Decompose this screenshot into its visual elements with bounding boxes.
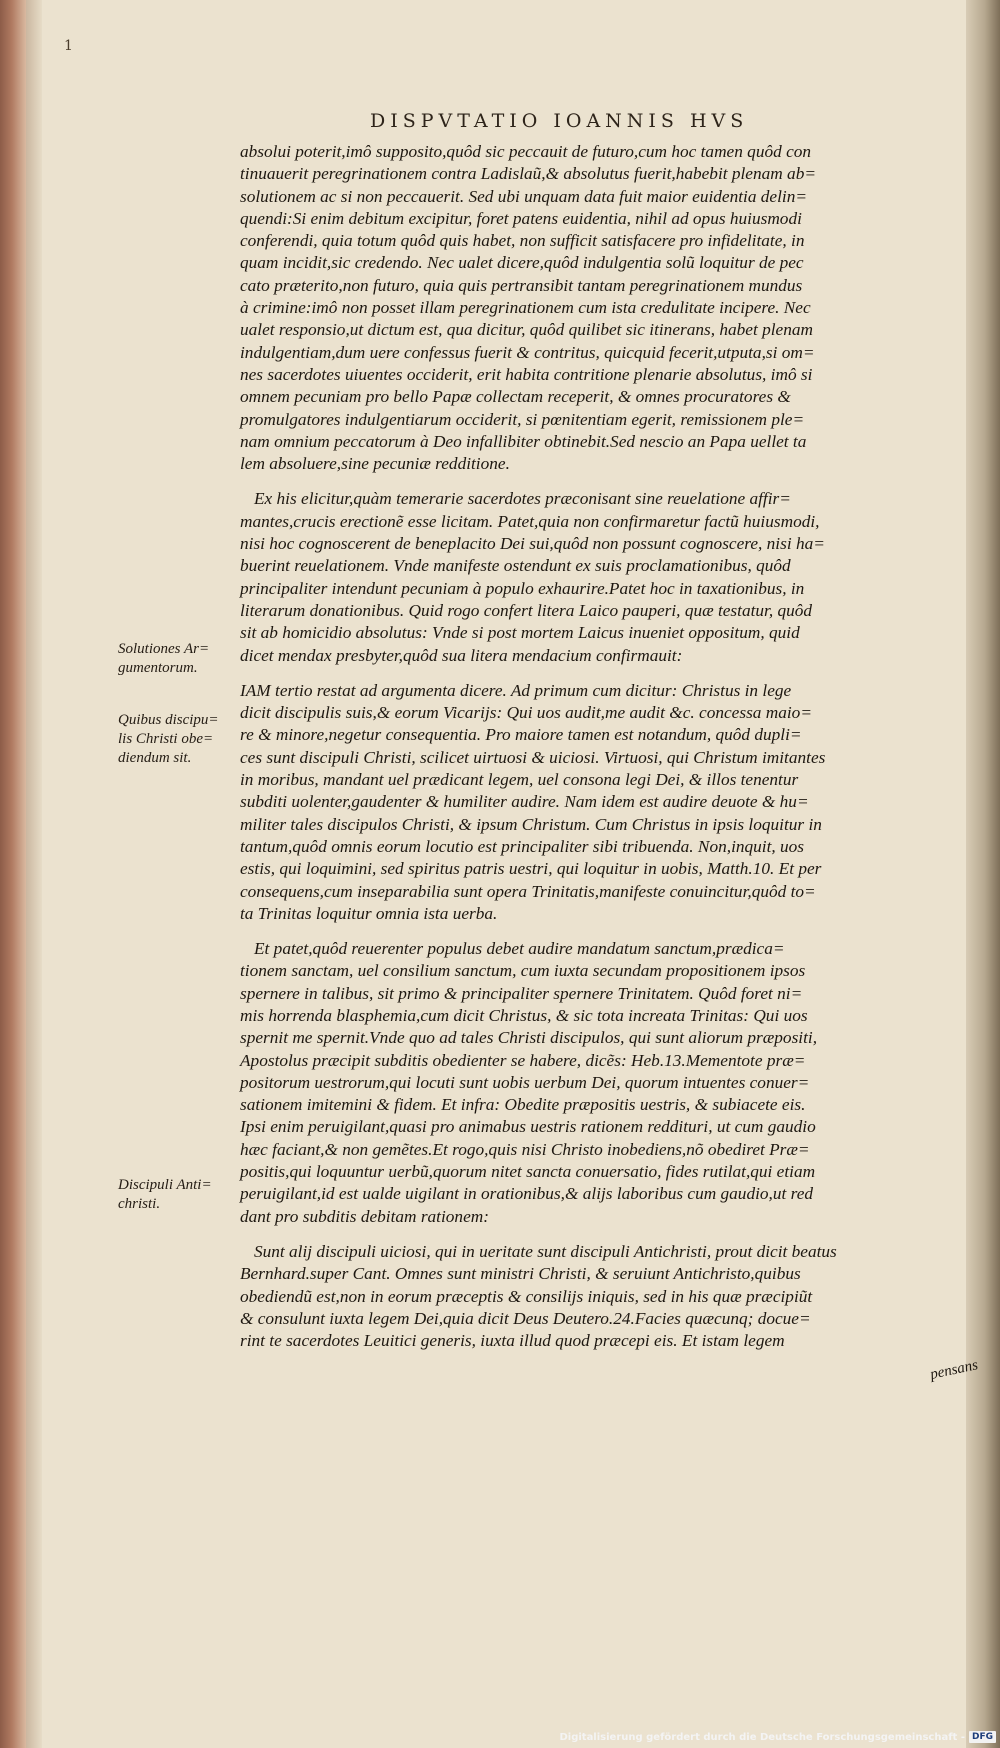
text-line: spernere in talibus, sit primo & principaliter spernere Trinitatem. Quôd foret ni= (240, 983, 803, 1003)
page-edge (26, 0, 42, 1748)
text-line: mis horrenda blasphemia,cum dicit Christus, & sic tota increata Trinitas: Qui uos (240, 1005, 808, 1025)
text-line: spernit me spernit.Vnde quo ad tales Christi discipulos, qui sunt aliorum præpositi, (240, 1028, 818, 1048)
text-line: Sunt alij discipuli uiciosi, qui in ueritate sunt discipuli Antichristi, prout dicit beatus (254, 1241, 837, 1261)
text-line: ces sunt discipuli Christi, scilicet uirtuosi & uiciosi. Virtuosi, qui Christum imitantes (240, 747, 826, 767)
page-gutter-shadow (966, 0, 1000, 1748)
text-line: absolui poterit,imô supposito,quôd sic peccauit de futuro,cum hoc tamen quôd con (240, 142, 812, 161)
text-line: promulgatores indulgentiarum occiderit, si pœnitentiam egerit, remissionem ple= (240, 409, 805, 429)
text-line: peruigilant,id est ualde uigilant in orationibus,& alijs laboribus cum gaudio,ut red (240, 1184, 814, 1204)
text-line: cato præterito,non futuro, quia quis pertransibit tantam peregrinationem mundus (240, 275, 803, 295)
margin-note-line: Quibus discipu= (118, 712, 219, 728)
text-line: Ipsi enim peruigilant,quasi pro animabus uestris rationem reddituri, ut cum gaudio (240, 1117, 816, 1137)
margin-note-line: diendum sit. (118, 750, 192, 766)
text-line: Bernhard.super Cant. Omnes sunt ministri Christi, & seruiunt Antichristo,quibus (240, 1264, 801, 1284)
text-line: rint te sacerdotes Leuitici generis, iuxta illud quod præcepi eis. Et istam legem (240, 1331, 785, 1351)
paragraph-gap (240, 925, 968, 938)
text-line: nes sacerdotes uiuentes occiderit, erit habita contritione plenarie absolutus, imô si (240, 364, 813, 384)
text-line: omnem pecuniam pro bello Papæ collectam receperit, & omnes procuratores & (240, 387, 791, 407)
margin-note-discipuli (118, 1176, 228, 1214)
text-line: & consulunt iuxta legem Dei,quia dicit Deus Deutero.24.Facies quæcunq; docue= (240, 1308, 811, 1328)
catchword: pensans (928, 1357, 980, 1383)
text-line: ta Trinitas loquitur omnia ista uerba. (240, 903, 498, 923)
text-line: Apostolus præcipit subditis obedienter se habere, dicẽs: Heb.13.Mementote præ= (240, 1050, 806, 1070)
text-line: tionem sanctam, uel consilium sanctum, cum iuxta secundam propositionem ipsos (240, 961, 806, 981)
page-mark: 1 (64, 38, 73, 54)
text-line: subditi uolenter,gaudenter & humiliter audire. Nam idem est audire deuote & hu= (240, 792, 809, 812)
margin-note-line: Solutiones Ar= (118, 641, 210, 657)
text-line: sit ab homicidio absolutus: Vnde si post mortem Laicus inueniet oppositum, quid (240, 623, 800, 643)
text-line: tinuauerit peregrinationem contra Ladislaũ,& absolutus fuerit,habebit plenam ab= (240, 164, 817, 184)
text-line: militer tales discipulos Christi, & ipsum Christum. Cum Christus in ipsis loquitur in (240, 814, 822, 834)
text-line: buerint reuelationem. Vnde manifeste ostendunt ex suis proclamationibus, quôd (240, 556, 791, 576)
text-line: dicit discipulis suis,& eorum Vicarijs: Qui uos audit,me audit &c. concessa maio= (240, 703, 812, 723)
text-line: re & minore,negetur consequentia. Pro maiore tamen est notandum, quôd dupli= (240, 725, 802, 745)
text-line: consequens,cum inseparabilia sunt opera Trinitatis,manifeste conuincitur,quôd to= (240, 881, 816, 901)
text-line: conferendi, quia totum quôd quis habet, non sufficit satisfacere pro infidelitate, in (240, 231, 805, 251)
margin-note-line: Discipuli Anti= (118, 1177, 212, 1193)
footer-text: Digitalisierung gefördert durch die Deutsche Forschungsgemeinschaft - (559, 1731, 965, 1743)
text-line: sationem imitemini & fidem. Et infra: Obedite præpositis uestris, & subiacete eis. (240, 1095, 806, 1115)
text-line: nam omnium peccatorum à Deo infallibiter obtinebit.Sed nescio an Papa uellet ta (240, 431, 807, 451)
paragraph-gap (240, 1228, 968, 1241)
text-line: solutionem ac si non peccauerit. Sed ubi unquam data fuit maior euidentia delin= (240, 186, 807, 206)
dfg-logo-icon: DFG (969, 1731, 996, 1743)
text-line: quendi:Si enim debitum excipitur, foret patens euidentia, nihil ad opus huiusmodi (240, 208, 802, 228)
text-line: positis,qui loquuntur uerbũ,quorum nitet sancta conuersatio, fides rutilat,qui etiam (240, 1162, 816, 1182)
running-head: DISPVTATIO IOANNIS HVS (370, 110, 749, 132)
text-line: nisi hoc cognoscerent de beneplacito Dei sui,quôd non possunt cognoscere, nisi ha= (240, 534, 825, 554)
text-line: Ex his elicitur,quàm temerarie sacerdotes præconisant sine reuelatione affir= (254, 489, 791, 509)
text-line: dicet mendax presbyter,quôd sua litera mendacium confirmauit: (240, 645, 683, 665)
body-text (240, 141, 968, 1352)
text-line: obediendũ est,non in eorum præceptis & consilijs iniquis, sed in his quæ præcipiũt (240, 1286, 813, 1306)
text-line: lem absoluere,sine pecuniæ redditione. (240, 454, 510, 474)
text-line: principaliter intendunt pecuniam à populo exhaurire.Patet hoc in taxationibus, in (240, 578, 805, 598)
text-line: dant pro subditis debitam rationem: (240, 1206, 489, 1226)
text-line: IAM tertio restat ad argumenta dicere. Ad primum cum dicitur: Christus in lege (240, 680, 792, 700)
paragraph-gap (240, 667, 968, 680)
paragraph-gap (240, 475, 968, 488)
margin-note-line: gumentorum. (118, 660, 198, 676)
margin-note-line: christi. (118, 1196, 161, 1212)
text-line: Et patet,quôd reuerenter populus debet audire mandatum sanctum,prædica= (254, 939, 785, 959)
digitization-footer (559, 1728, 996, 1746)
text-line: in moribus, mandant uel prædicant legem, uel consona legi Dei, & illos tenentur (240, 770, 799, 790)
text-line: indulgentiam,dum uere confessus fuerit & contritus, quicquid fecerit,utputa,si om= (240, 342, 815, 362)
book-binding (0, 0, 26, 1748)
text-line: mantes,crucis erectionẽ esse licitam. Patet,quia non confirmaretur factũ huiusmodi, (240, 511, 820, 531)
text-line: à crimine:imô non posset illam peregrinationem cum ista credulitate incipere. Nec (240, 298, 811, 318)
text-line: positorum uestrorum,qui locuti sunt uobis uerbum Dei, quorum intuentes conuer= (240, 1072, 810, 1092)
text-line: literarum donationibus. Quid rogo confert litera Laico pauperi, quæ testatur, quôd (240, 600, 813, 620)
text-line: tantum,quôd omnis eorum locutio est principaliter sibi tribuenda. Non,inquit, uos (240, 836, 805, 856)
text-line: quam incidit,sic credendo. Nec ualet dicere,quôd indulgentia solũ loquitur de pec (240, 253, 804, 273)
text-line: ualet responsio,ut dictum est, qua dicitur, quôd quilibet sic itinerans, habet plenam (240, 320, 813, 340)
text-line: estis, qui loquimini, sed spiritus patris uestri, qui loquitur in uobis, Matth.10. Et per (240, 859, 822, 879)
text-line: hæc faciant,& non gemẽtes.Et rogo,quis nisi Christo inobediens,nõ obediret Præ= (240, 1139, 810, 1159)
margin-note-line: lis Christi obe= (118, 731, 214, 747)
margin-note-solutiones (118, 640, 228, 678)
margin-note-quibus (118, 711, 228, 768)
